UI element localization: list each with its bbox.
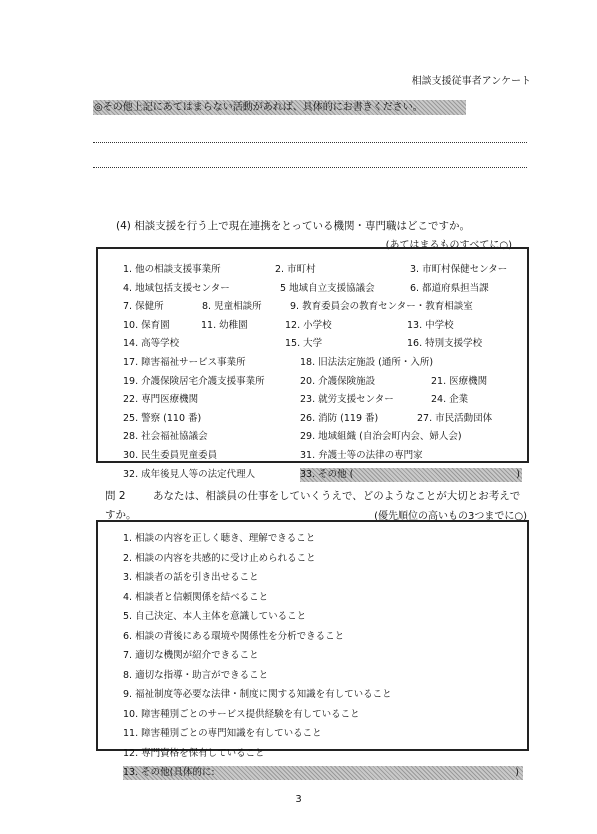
q2-other-close: ): [515, 767, 519, 778]
q4-option[interactable]: 14. 高等学校: [123, 338, 180, 350]
q2-option[interactable]: 8. 適切な指導・助言ができること: [123, 669, 269, 681]
q4-option[interactable]: 4. 地域包括支援センター: [123, 282, 230, 294]
q2-other-label: 13. その他(具体的に:: [123, 767, 215, 778]
q4-option[interactable]: 7. 保健所: [123, 301, 164, 313]
q4-option-row: [123, 428, 527, 447]
other-activity-note: ◎その他上記にあてはまらない活動があれば、具体的にお書きください。: [93, 100, 466, 115]
q4-option[interactable]: 3. 市町村保健センター: [410, 264, 508, 275]
q4-title: (4) 相談支援を行う上で現在連携をとっている機関・専門職はどこですか。: [116, 220, 470, 232]
q4-option[interactable]: 17. 障害福祉サービス事業所: [123, 356, 246, 368]
q2-option[interactable]: 4. 相談者と信頼関係を結べること: [123, 591, 269, 603]
q4-option[interactable]: 16. 特別支援学校: [407, 338, 483, 350]
q2-instruction: (優先順位の高いもの3つまでに○): [374, 511, 527, 522]
q4-option[interactable]: 11. 幼稚園: [201, 319, 248, 331]
q4-instruction: (あてはまるものすべてに○): [385, 240, 512, 251]
q4-option-row: [123, 354, 527, 373]
q4-option[interactable]: 6. 都道府県担当課: [410, 282, 489, 294]
q4-option[interactable]: 32. 成年後見人等の法定代理人: [123, 468, 256, 480]
q4-option[interactable]: 12. 小学校: [285, 319, 332, 331]
q2-other-option[interactable]: [123, 766, 523, 780]
q4-options-grid: [123, 261, 527, 484]
q4-option[interactable]: 25. 警察 (110 番): [123, 412, 202, 424]
q4-other-option[interactable]: [300, 468, 522, 482]
q2-option[interactable]: 2. 相談の内容を共感的に受け止められること: [123, 552, 316, 564]
q4-option[interactable]: 9. 教育委員会の教育センター・教育相談室: [290, 301, 473, 313]
q4-option[interactable]: 29. 地域組織 (自治会町内会、婦人会): [300, 431, 462, 443]
q4-other-label: 33. その他 (: [300, 468, 354, 480]
q4-option-row: [123, 373, 527, 392]
q4-option-row: [123, 410, 527, 429]
q4-option-row: [123, 298, 527, 317]
q4-option[interactable]: 15. 大学: [285, 338, 323, 350]
q2-option[interactable]: 1. 相談の内容を正しく聴き、理解できること: [123, 533, 316, 544]
header-title: 相談支援従事者アンケート: [411, 76, 531, 87]
q4-option[interactable]: 19. 介護保険居宅介護支援事業所: [123, 375, 265, 387]
q4-option-row: [123, 280, 527, 299]
q2-option[interactable]: 12. 専門資格を保有していること: [123, 747, 265, 759]
q4-option[interactable]: 24. 企業: [431, 394, 469, 406]
q4-option[interactable]: 31. 弁護士等の法律の専門家: [300, 449, 423, 461]
q4-option[interactable]: 23. 就労支援センター: [300, 394, 394, 406]
q2-option[interactable]: 5. 自己決定、本人主体を意識していること: [123, 611, 307, 622]
q4-option[interactable]: 26. 消防 (119 番): [300, 412, 379, 424]
q4-option[interactable]: 10. 保育園: [123, 319, 170, 331]
q4-option[interactable]: 21. 医療機関: [431, 375, 488, 387]
q4-option[interactable]: 30. 民生委員児童委員: [123, 449, 218, 461]
q4-option[interactable]: 18. 旧法法定施設 (通所・入所): [300, 356, 434, 368]
q4-option-row: [123, 335, 527, 354]
q2-option[interactable]: 10. 障害種別ごとのサービス提供経験を有していること: [123, 708, 360, 720]
q2-title-line2: すか。: [105, 509, 137, 521]
q4-option[interactable]: 13. 中学校: [407, 319, 454, 331]
q4-option[interactable]: 22. 専門医療機関: [123, 394, 199, 406]
q4-option[interactable]: 5 地域自立支援協議会: [280, 282, 375, 294]
q2-option[interactable]: 3. 相談者の話を引き出せること: [123, 572, 259, 583]
q2-option[interactable]: 11. 障害種別ごとの専門知識を有していること: [123, 728, 322, 739]
q4-option[interactable]: 28. 社会福祉協議会: [123, 431, 208, 443]
q4-other-close: ): [516, 468, 520, 480]
page-number: 3: [295, 794, 302, 805]
q4-option-row: [123, 391, 527, 410]
q4-option[interactable]: 1. 他の相談支援事業所: [123, 264, 221, 275]
q4-option[interactable]: 20. 介護保険施設: [300, 375, 376, 387]
q4-option-row: [123, 447, 527, 466]
q2-option[interactable]: 9. 福祉制度等必要な法律・制度に関する知識を有していること: [123, 689, 392, 700]
q4-option-row: [123, 317, 527, 336]
answer-line-1[interactable]: [93, 142, 527, 143]
q4-option[interactable]: 2. 市町村: [275, 264, 316, 275]
q4-option[interactable]: 8. 児童相談所: [202, 301, 262, 313]
q2-label: 問 2: [105, 490, 126, 502]
q4-option-row: [123, 466, 527, 485]
q4-option[interactable]: 27. 市民活動団体: [417, 412, 493, 424]
q2-option[interactable]: 7. 適切な機関が紹介できること: [123, 650, 259, 661]
q2-title-line1: あなたは、相談員の仕事をしていくうえで、どのようなことが大切とお考えで: [153, 490, 521, 502]
q2-option[interactable]: 6. 相談の背後にある環境や関係性を分析できること: [123, 630, 345, 642]
q4-option-row: [123, 261, 527, 280]
q2-options-list: [123, 529, 523, 780]
answer-line-2[interactable]: [93, 167, 527, 168]
